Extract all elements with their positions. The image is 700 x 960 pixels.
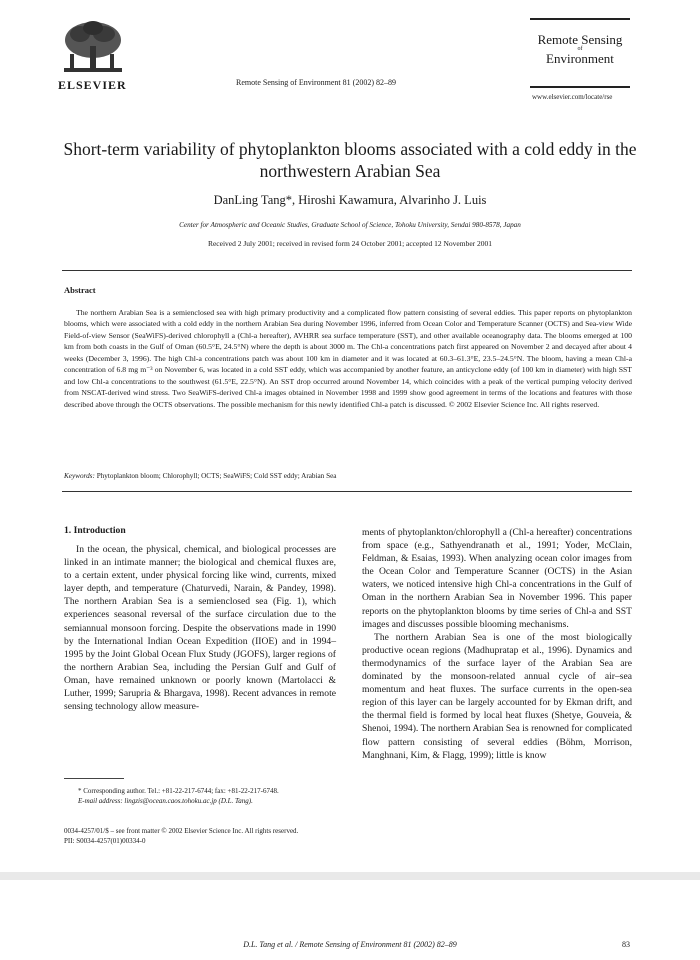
divider-top <box>62 270 632 271</box>
intro-paragraph-2: The northern Arabian Sea is one of the most biologically productive ocean regions (Madhupratap et al., 1996). Dynamics and thermodynamics of the surface layer of the Arabian Sea are dominated by the monsoon-related annual cycle of air–sea momentum and heat fluxes. The surface currents in the open-sea region of this layer can be largely accounted for by Ekman drift, and the thermal field is formed by local heat fluxes (Shetye, Gouveia, & Shenoi, 1994). The northern Arabian Sea is renowned for complicated flow pattern consisting of several eddies (Böhm, Morrison, Manghnani, Kim, & Flagg, 1999); little is know <box>362 631 632 761</box>
publisher-name: ELSEVIER <box>58 78 127 92</box>
journal-citation: Remote Sensing of Environment 81 (2002) 82–89 <box>236 78 396 87</box>
elsevier-tree-logo <box>60 20 132 76</box>
column-left <box>64 543 336 713</box>
page-2 <box>0 880 700 960</box>
journal-url[interactable]: www.elsevier.com/locate/rse <box>532 93 613 101</box>
keywords <box>64 472 632 480</box>
keywords-label: Keywords: <box>64 472 95 480</box>
journal-name-line1: Remote Sensing <box>537 32 623 47</box>
author-email: E-mail address: lingzis@ocean.caos.tohoku.ac.jp (D.L. Tang). <box>78 797 253 805</box>
abstract-text: The northern Arabian Sea is a semienclosed sea with high primary productivity and a complicated flow pattern consisting of several eddies. This paper reports on phytoplankton blooms, which were associated with a cold eddy in the northern Arabian Sea during November 1996, inferred from Ocean Color and Temperature Scanner (OCTS) and Sea-view Wide Field-of-view Sensor (SeaWiFS)-derived chlorophyll a (Chl-a hereafter), AVHRR sea surface temperature (SST), and other available oceanography data. The blooms emerged at 100 km from both coasts in the Gulf of Oman (60.5°E, 24.5°N) where the depth is about 3000 m. The Chl-a concentrations patch first appeared on November 2 and decayed after about 4 weeks (December 3, 1996). The high Chl-a concentrations patch was about 100 km in diameter and it was located at 60.3–61.3°E, 23.5–24.5°N. The bloom, having a mean Chl-a concentration of 6.8 mg m⁻³ on November 6, was located in a cold SST eddy, which was accompanied by another feature, an anticyclone eddy (of 100 km in diameter) with high SST and low Chl-a concentrations to the southwest (61.5°E, 22.5°N). An SST drop occurred around November 14, which coincides with a peak of the vertical pumping velocity derived from NSCAT-derived wind stress. Two SeaWiFS-derived Chl-a images obtained in November 1998 and 1999 show good agreement in terms of the locations and features with those described above through the OCTS observations. The possible mechanism for this newly identified Chl-a patch is discussed. © 2002 Elsevier Science Inc. All rights reserved. <box>64 308 632 409</box>
section-heading-introduction: 1. Introduction <box>64 525 126 536</box>
column-right <box>362 526 632 762</box>
pii-line: PII: S0034-4257(01)00334-0 <box>64 837 146 845</box>
journal-logo-rule <box>530 86 630 88</box>
author-affiliation: Center for Atmospheric and Oceanic Studies, Graduate School of Science, Tohoku University, Sendai 980-8578, Japan <box>179 221 521 229</box>
keywords-text: Phytoplankton bloom; Chlorophyll; OCTS; SeaWiFS; Cold SST eddy; Arabian Sea <box>96 472 337 480</box>
footnote <box>64 786 336 806</box>
running-head: D.L. Tang et al. / Remote Sensing of Environment 81 (2002) 82–89 <box>243 940 457 949</box>
article-title: Short-term variability of phytoplankton blooms associated with a cold eddy in the northwestern Arabian Sea <box>63 139 637 181</box>
received-dates: Received 2 July 2001; received in revised form 24 October 2001; accepted 12 November 2001 <box>207 239 493 248</box>
journal-name-line2: Environment <box>546 51 614 66</box>
divider-bottom <box>62 491 632 492</box>
copyright-block <box>64 826 404 846</box>
corresponding-author: * Corresponding author. Tel.: +81-22-217-6744; fax: +81-22-217-6748. <box>78 787 279 795</box>
intro-paragraph-1: In the ocean, the physical, chemical, and biological processes are linked in an intimate manner; the biological and chemical fluxes are, to a certain extent, under physical forcing like wind, currents, mixed layer depth, and temperature (Chaturvedi, Narain, & Pandey, 1998). The northern Arabian Sea is a semienclosed sea (Fig. 1), which experiences seasonal reversal of the surface circulation due to the semiannual monsoon forcing. Despite the observations made in 1990 by the International Indian Ocean Expedition (IIOE) and in 1994–1995 by the Joint Global Ocean Flux Study (JGOFS), larger regions of the northern Arabian Sea, including the Persian Gulf and Gulf of Oman, have remained unknown or poorly known (Martolacci & Luther, 1999; Sarupria & Bhargava, 1998). Recent advances in remote sensing technology allow measure- <box>64 544 336 713</box>
article-authors: DanLing Tang*, Hiroshi Kawamura, Alvarinho J. Luis <box>213 193 487 207</box>
abstract-heading: Abstract <box>64 285 96 295</box>
page-number: 83 <box>622 940 630 949</box>
copyright-line: 0034-4257/01/$ – see front matter © 2002 Elsevier Science Inc. All rights reserved. <box>64 827 299 835</box>
journal-name-of: of <box>577 46 583 52</box>
footnote-rule <box>64 778 124 779</box>
journal-logo <box>530 18 630 65</box>
abstract-body <box>64 307 632 410</box>
intro-paragraph-1-continued: ments of phytoplankton/chlorophyll a (Chl-a hereafter) concentrations from space (e.g., Sathyendranath et al., 1991; Yoder, McClain, Feldman, & Esaias, 1993). When analyzing ocean color images from the Ocean Color and Temperature Scanner (OCTS) in the Asian waters, we noticed intensive high Chl-a concentrations in the Gulf of Oman in the northern Arabian Sea in November 1996. This paper reports on the phytoplankton blooms by time series of Chl-a and SST images and discusses possible blooming mechanisms. <box>362 527 632 630</box>
